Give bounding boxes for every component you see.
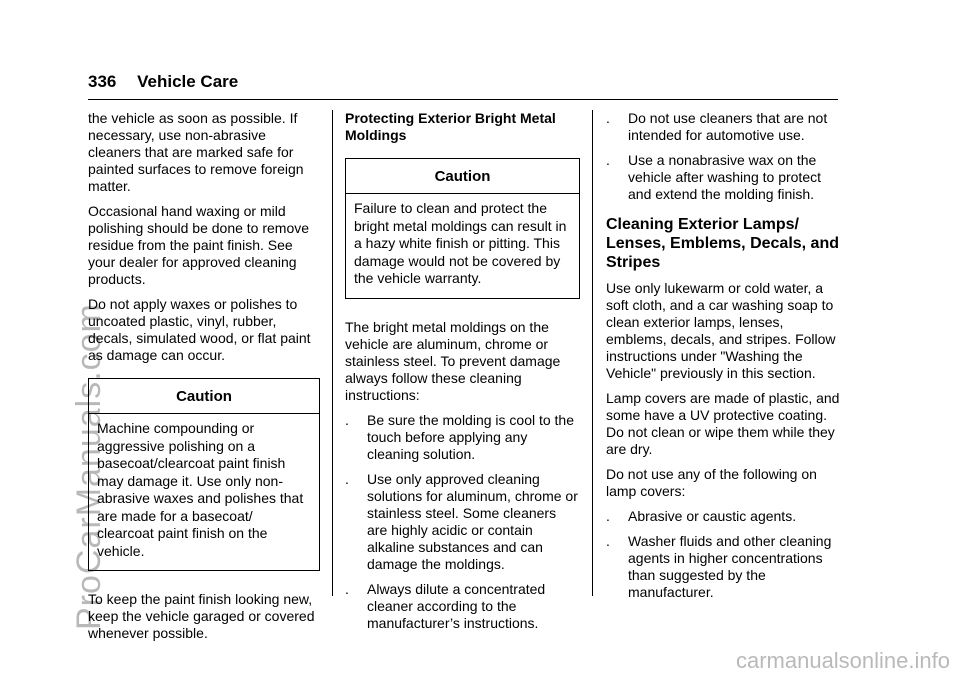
list-item-text: Be sure the molding is cool to the touch before applying any cleaning solution.: [367, 411, 575, 462]
page-number: 336: [88, 72, 117, 91]
list-item: [606, 533, 842, 601]
caution-text: Machine compounding or aggressive polishing on a basecoat/clearcoat paint finish may damage it. Use only non-abrasive waxes and polishes that are made for a basecoat/ clearcoat paint finish on the vehicle.: [97, 420, 304, 559]
column-2: [345, 110, 580, 640]
bullet-icon: .: [345, 411, 349, 428]
bullet-icon: .: [606, 508, 610, 524]
list-item-text: Use a nonabrasive wax on the vehicle after washing to protect and extend the molding finish.: [628, 152, 821, 202]
list-item: [345, 581, 580, 632]
list-item-text: Do not use cleaners that are not intended for automotive use.: [628, 110, 828, 143]
paragraph: Use only lukewarm or cold water, a soft cloth, and a car washing soap to clean exterior lamps, lenses, emblems, decals, and stripes. Follow instructions under "Washing the Vehicle" previously in this section.: [606, 280, 836, 381]
column-1: [88, 110, 320, 650]
paragraph: Occasional hand waxing or mild polishing should be done to remove residue from the paint finish. See your dealer for approved cleaning products.: [88, 203, 310, 287]
bullet-icon: .: [606, 533, 610, 549]
paragraph: Do not use any of the following on lamp covers:: [606, 466, 817, 499]
caution-title: Caution: [346, 159, 579, 194]
list-item: [606, 508, 842, 525]
paragraph: Do not apply waxes or polishes to uncoated plastic, vinyl, rubber, decals, simulated wood, or flat paint as damage can occur.: [88, 296, 311, 363]
list-item: [345, 412, 580, 463]
paragraph: the vehicle as soon as possible. If necessary, use non-abrasive cleaners that are marked safe for painted surfaces to remove foreign matter.: [88, 110, 304, 194]
paragraph: The bright metal moldings on the vehicle are aluminum, chrome or stainless steel. To prevent damage always follow these cleaning instructions:: [345, 318, 561, 403]
footer-watermark: carmanualsonline.info: [735, 648, 950, 673]
caution-box: [345, 158, 580, 299]
paragraph: Lamp covers are made of plastic, and some have a UV protective coating. Do not clean or wipe them while they are dry.: [606, 390, 840, 457]
page-header: [88, 72, 238, 92]
list-item-text: Washer fluids and other cleaning agents in higher concentrations than suggested by the manufacturer.: [628, 533, 832, 600]
bullet-icon: .: [606, 152, 610, 168]
bullet-icon: .: [345, 470, 349, 487]
list-item: [606, 110, 842, 144]
bullet-icon: .: [606, 110, 610, 126]
list-item: [345, 471, 580, 573]
list-item-text: Use only approved cleaning solutions for aluminum, chrome or stainless steel. Some cleaners are highly acidic or contain alkaline substances and can damage the moldings.: [367, 470, 578, 572]
caution-text: Failure to clean and protect the bright metal moldings can result in a hazy white finish or pitting. This damage would not be covered by the vehicle warranty.: [354, 200, 567, 286]
caution-title: Caution: [89, 379, 319, 414]
side-watermark: ProCarManuals.com: [70, 303, 108, 630]
section-title: Vehicle Care: [137, 72, 239, 91]
paragraph: To keep the paint finish looking new, keep the vehicle garaged or covered whenever possible.: [88, 591, 315, 641]
section-heading: Protecting Exterior Bright Metal Moldings: [345, 110, 556, 143]
column-3: [606, 110, 842, 609]
column-divider-left: [332, 110, 333, 596]
section-heading: Cleaning Exterior Lamps/ Lenses, Emblems, Decals, and Stripes: [606, 216, 839, 271]
list-item-text: Abrasive or caustic agents.: [628, 508, 797, 524]
list-item-text: Always dilute a concentrated cleaner according to the manufacturer’s instructions.: [367, 580, 546, 631]
caution-box: [88, 378, 320, 571]
bullet-icon: .: [345, 580, 349, 597]
list-item: [606, 152, 842, 203]
column-divider-right: [592, 110, 593, 596]
header-rule: [88, 99, 838, 100]
